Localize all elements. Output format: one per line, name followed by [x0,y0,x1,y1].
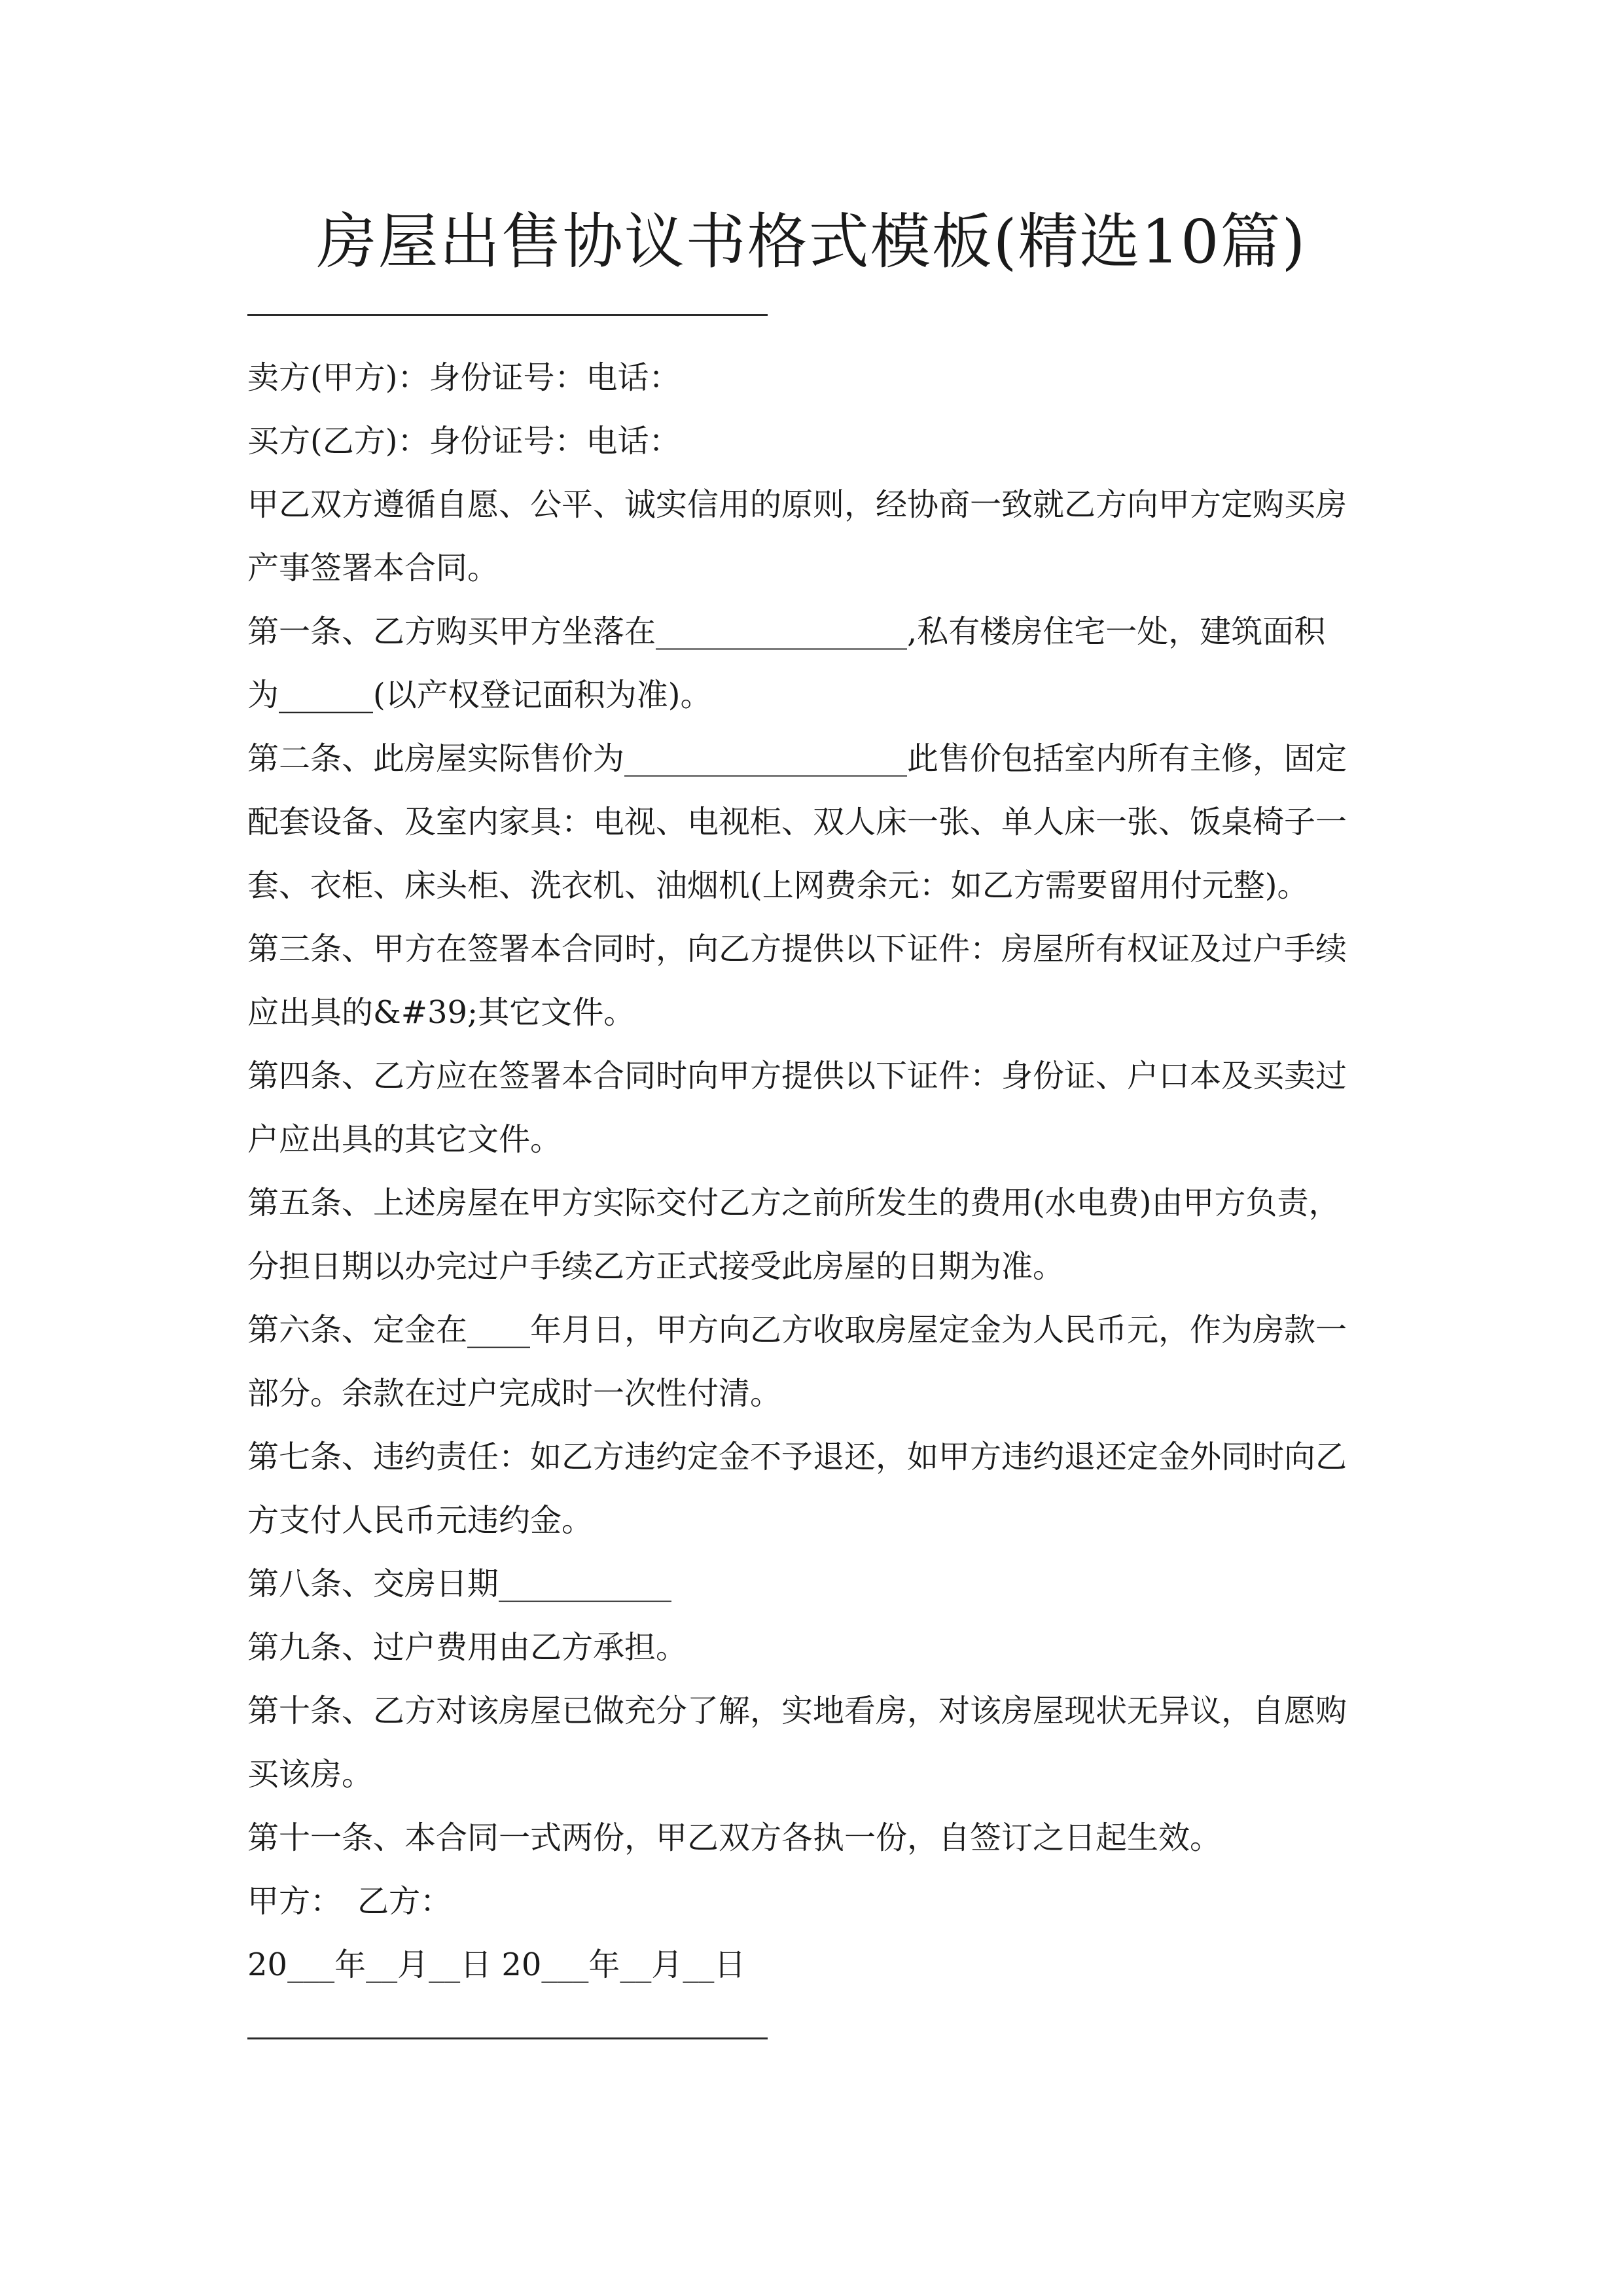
seller-line: 卖方(甲方)：身份证号：电话： [247,359,681,396]
article-7-line-2: 方支付人民币元违约金。 [247,1502,594,1539]
preamble-line-1: 甲乙双方遵循自愿、公平、诚实信用的原则，经协商一致就乙方向甲方定购买房 [247,486,1347,523]
signature-date-line: 20___年__月__日 20___年__月__日 [247,1946,746,1983]
article-2-line-3: 套、衣柜、床头柜、洗衣机、油烟机(上网费余元：如乙方需要留用付元整)。 [247,867,1309,904]
article-1-line-2: 为______(以产权登记面积为准)。 [247,677,712,713]
article-1-line-1: 第一条、乙方购买甲方坐落在________________,私有楼房住宅一处，建筑面积 [247,613,1326,650]
article-6-line-1: 第六条、定金在____年月日，甲方向乙方收取房屋定金为人民币元，作为房款一 [247,1312,1347,1348]
article-3-line-1: 第三条、甲方在签署本合同时，向乙方提供以下证件：房屋所有权证及过户手续 [247,931,1347,967]
article-9-line: 第九条、过户费用由乙方承担。 [247,1629,688,1666]
article-10-line-1: 第十条、乙方对该房屋已做充分了解，实地看房，对该房屋现状无异议，自愿购 [247,1693,1347,1729]
document-body [247,346,1380,1997]
article-2-line-1: 第二条、此房屋实际售价为__________________此售价包括室内所有主修，固定 [247,740,1347,777]
article-7-line-1: 第七条、违约责任：如乙方违约定金不予退还，如甲方违约退还定金外同时向乙 [247,1439,1347,1475]
article-5-line-2: 分担日期以办完过户手续乙方正式接受此房屋的日期为准。 [247,1248,1065,1285]
article-6-line-2: 部分。余款在过户完成时一次性付清。 [247,1375,782,1412]
signature-parties-line: 甲方： 乙方： [247,1883,452,1920]
article-5-line-1: 第五条、上述房屋在甲方实际交付乙方之前所发生的费用(水电费)由甲方负责， [247,1185,1340,1221]
article-11-line: 第十一条、本合同一式两份，甲乙双方各执一份，自签订之日起生效。 [247,1820,1222,1856]
top-divider [247,314,768,316]
preamble-line-2: 产事签署本合同。 [247,550,499,586]
article-4-line-2: 户应出具的其它文件。 [247,1121,562,1158]
buyer-line: 买方(乙方)：身份证号：电话： [247,423,681,459]
article-10-line-2: 买该房。 [247,1756,374,1793]
article-2-line-2: 配套设备、及室内家具：电视、电视柜、双人床一张、单人床一张、饭桌椅子一 [247,804,1347,840]
article-4-line-1: 第四条、乙方应在签署本合同时向甲方提供以下证件：身份证、户口本及买卖过 [247,1058,1347,1094]
bottom-divider [247,2037,768,2039]
article-8-line: 第八条、交房日期___________ [247,1566,672,1602]
article-3-line-2: 应出具的&#39;其它文件。 [247,994,635,1031]
document-title: 房屋出售协议书格式模板(精选10篇) [316,207,1307,277]
